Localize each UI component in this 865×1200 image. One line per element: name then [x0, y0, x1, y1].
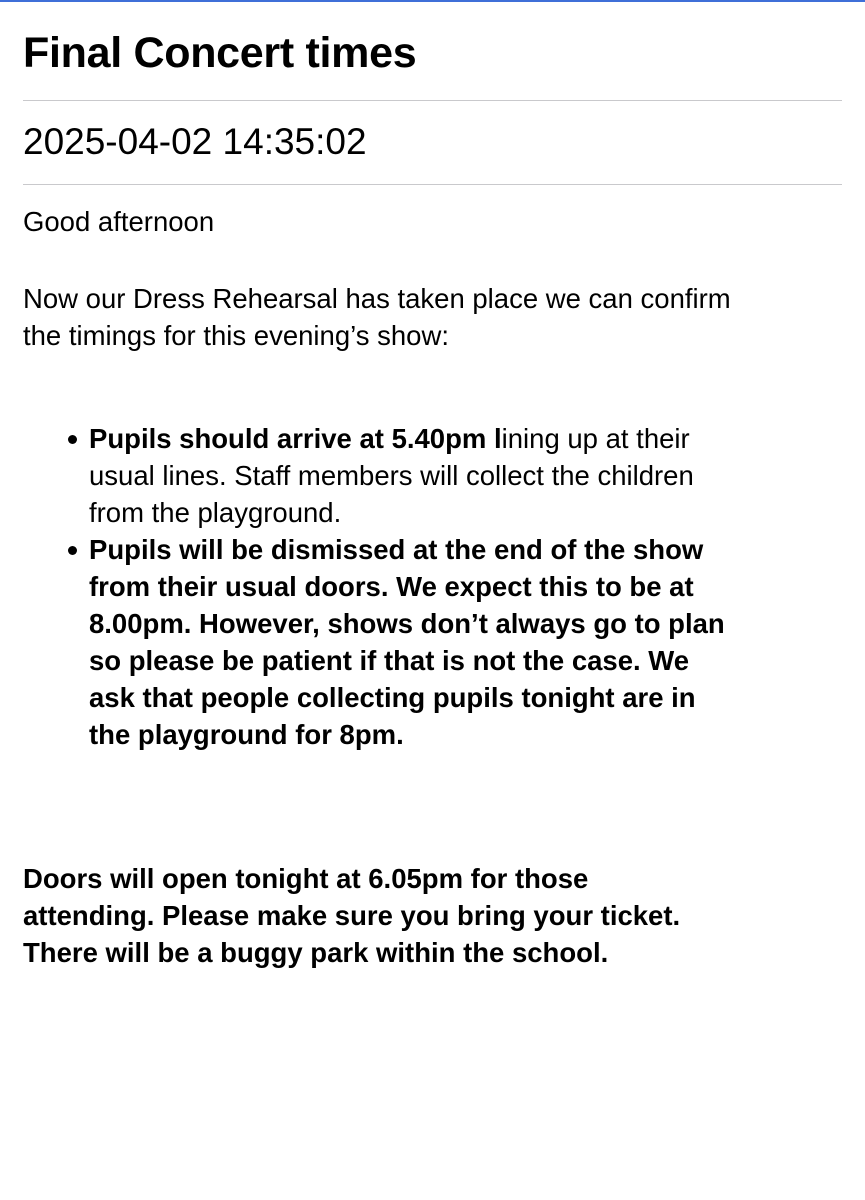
bullet-dot-icon — [68, 435, 77, 444]
greeting-text: Good afternoon — [23, 206, 215, 237]
arrival-rest-text: ining up at their — [501, 423, 690, 454]
arrival-bold-text: Pupils should arrive at 5.40pm l — [89, 423, 502, 454]
bullet-dot-icon — [68, 546, 77, 555]
arrival-line: from the playground. — [89, 497, 342, 528]
dismissal-line: ask that people collecting pupils tonight are in — [89, 682, 696, 713]
intro-paragraph — [23, 280, 853, 354]
dismissal-line: so please be patient if that is not the case. We — [89, 645, 690, 676]
arrival-line: usual lines. Staff members will collect the children — [89, 460, 694, 491]
timings-list — [65, 420, 845, 753]
dismissal-line: the playground for 8pm. — [89, 719, 404, 750]
arrival-line — [89, 420, 845, 457]
dismissal-line: from their usual doors. We expect this to be at — [89, 571, 694, 602]
list-item-arrival — [65, 420, 845, 531]
dismissal-line: 8.00pm. However, shows don’t always go to plan — [89, 608, 725, 639]
closing-line: There will be a buggy park within the school. — [23, 937, 609, 968]
dismissal-line: Pupils will be dismissed at the end of the show — [89, 534, 704, 565]
intro-line: the timings for this evening’s show: — [23, 320, 449, 351]
top-edge-rule — [0, 0, 865, 2]
closing-paragraph — [23, 860, 853, 971]
message-title: Final Concert times — [23, 29, 417, 77]
closing-line: attending. Please make sure you bring your ticket. — [23, 900, 681, 931]
list-item-dismissal — [65, 531, 845, 753]
title-divider — [23, 100, 842, 101]
closing-line: Doors will open tonight at 6.05pm for those — [23, 863, 589, 894]
timestamp-divider — [23, 184, 842, 185]
intro-line: Now our Dress Rehearsal has taken place we can confirm — [23, 283, 731, 314]
message-timestamp: 2025-04-02 14:35:02 — [23, 121, 367, 162]
